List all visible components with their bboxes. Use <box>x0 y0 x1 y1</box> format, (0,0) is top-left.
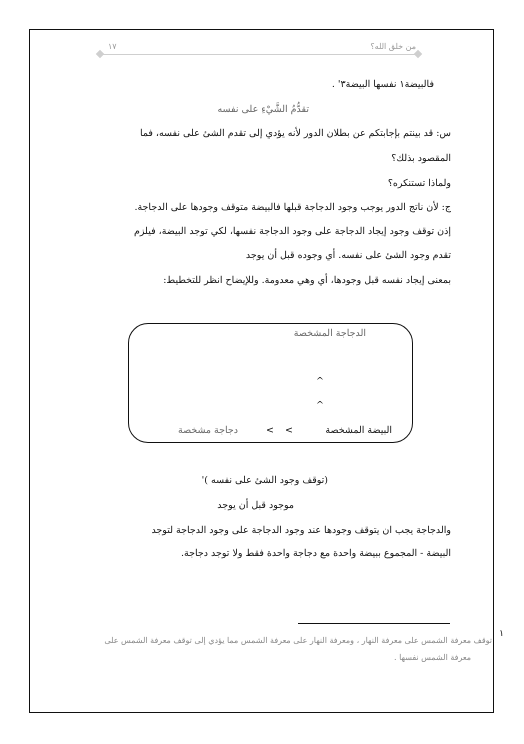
diagram-top-label: الدجاجة المشخصة <box>293 328 366 339</box>
after-line-4: البيضة - المجموع ببيضة واحدة مع دجاجة واحدة فقط ولا توجد دجاجة. <box>181 548 451 559</box>
footnote-marker: ١ <box>499 629 504 639</box>
after-line-3: والدجاجة يجب ان يتوقف وجودها عند وجود الدجاجة على وجود الدجاجة لتوجد <box>151 525 451 536</box>
body-line-1: فالبيضة١ نفسها البيضة٣' . <box>331 79 434 90</box>
body-line-9: بمعنى إيجاد نفسه قبل وجودها، أي وهي معدومة. وللإيضاح انظر للتخطيط: <box>163 275 451 286</box>
diagram-arrow-1: > <box>285 425 293 436</box>
diagram-arrow-up-2: ^ <box>316 400 324 411</box>
body-line-3: س: قد بينتم بإجابتكم عن بطلان الدور لأنه يؤدي إلى تقدم الشئ على نفسه، فما <box>139 128 451 139</box>
body-line-7: إذن توقف وجود إيجاد الدجاجة على وجود الدجاجة نفسها، لكي توجد البيضة، فيلزم <box>133 226 451 237</box>
body-line-5: ولماذا تستنكره؟ <box>387 178 451 189</box>
diagram-arrow-up-1: ^ <box>316 376 324 387</box>
footnote-line-1: توقف معرفة الشمس على معرفة النهار ، ومعرفة النهار على معرفة الشمس مما يؤدي إلى توقف معرفة الشمس على <box>104 636 492 645</box>
body-line-4: المقصود بذلك؟ <box>391 153 451 164</box>
diagram-bottom-right: البيضة المشخصة <box>325 425 392 436</box>
after-line-1: (توقف وجود الشئ على نفسه )' <box>201 475 328 486</box>
header-ornament-rule <box>100 54 418 55</box>
footnote-line-2: معرفة الشمس نفسها . <box>394 653 471 662</box>
header-page-number: ١٧ <box>108 42 117 51</box>
section-heading: تقدُّمُ الشَّيْءِ على نفسه <box>217 104 309 115</box>
body-line-6: ج: لأن ناتج الدور يوجب وجود الدجاجة قبلها فالبيضة متوقف وجودها على الدجاجة. <box>134 202 451 213</box>
diagram-bottom-left: دجاجة مشخصة <box>177 425 238 436</box>
header-title: من خلق الله؟ <box>370 42 416 51</box>
diagram-arrow-2: > <box>266 425 274 436</box>
after-line-2: موجود قبل أن يوجد <box>217 500 294 511</box>
footnote-separator <box>298 623 450 624</box>
body-line-8: تقدم وجود الشئ على نفسه. أي وجوده قبل أن يوجد <box>245 250 451 261</box>
